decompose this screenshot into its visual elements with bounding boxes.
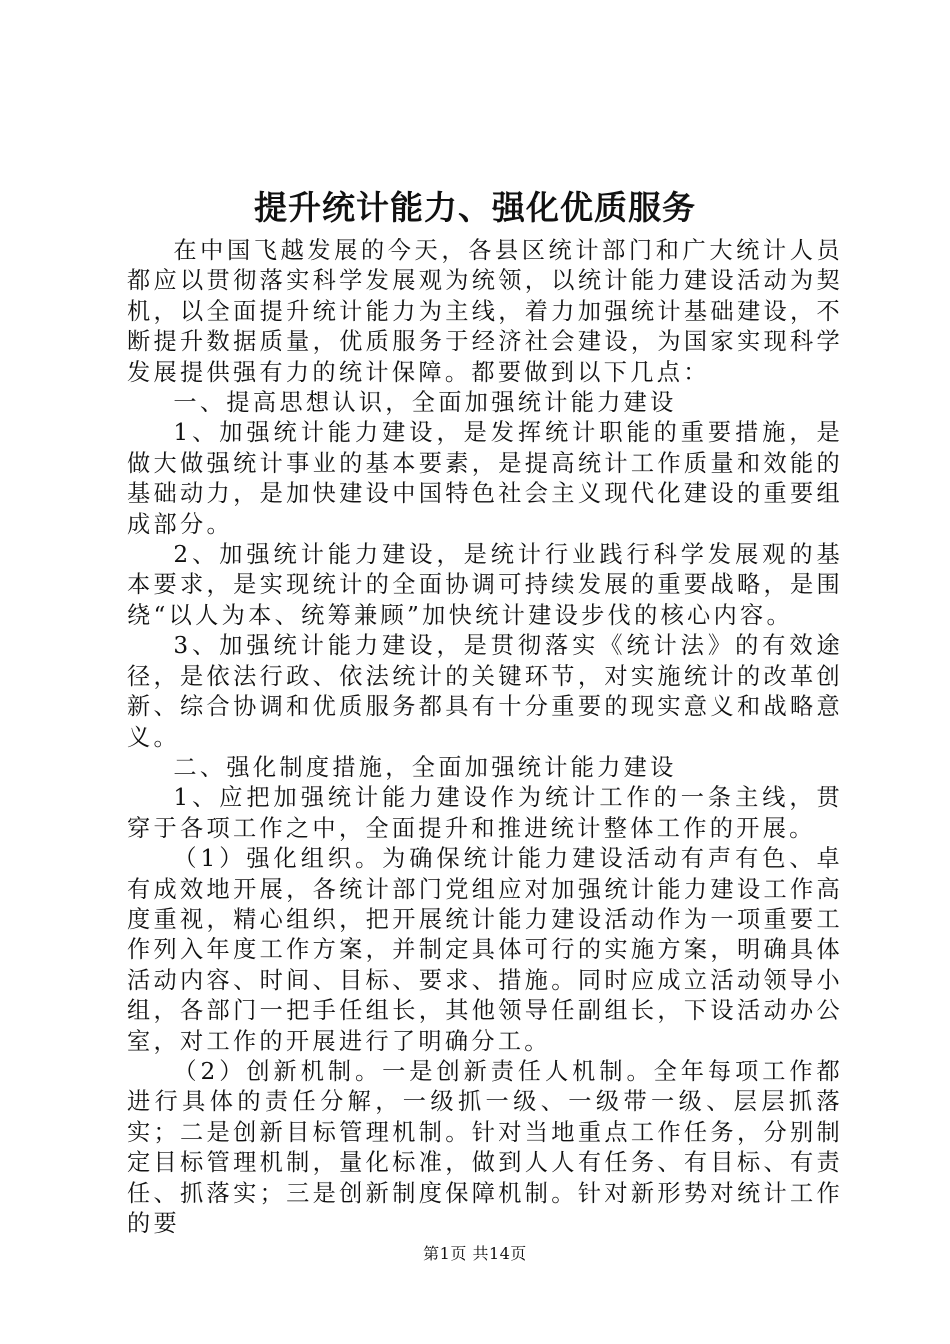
paragraph-1-2: 2、加强统计能力建设，是统计行业践行科学发展观的基本要求，是实现统计的全面协调可持续发展的重要战略，是围绕“以人为本、统筹兼顾”加快统计建设步伐的核心内容。: [127, 541, 843, 629]
paragraph-intro: 在中国飞越发展的今天，各县区统计部门和广大统计人员都应以贯彻落实科学发展观为统领，以统计能力建设活动为契机，以全面提升统计能力为主线，着力加强统计基础建设，不断提升数据质量，优质服务于经济社会建设，为国家实现科学发展提供强有力的统计保障。都要做到以下几点：: [127, 237, 843, 386]
paragraph-2-1-2: （2）创新机制。一是创新责任人机制。全年每项工作都进行具体的责任分解，一级抓一级、一级带一级、层层抓落实；二是创新目标管理机制。针对当地重点工作任务，分别制定目标管理机制，量化标准，做到人人有任务、有目标、有责任、抓落实；三是创新制度保障机制。针对新形势对统计工作的要: [127, 1057, 843, 1237]
page-footer: 第1页 共14页: [423, 1244, 527, 1263]
section-heading-1: 一、提高思想认识，全面加强统计能力建设: [173, 389, 677, 417]
paragraph-1-1: 1、加强统计能力建设，是发挥统计职能的重要措施，是做大做强统计事业的基本要素，是提高统计工作质量和效能的基础动力，是加快建设中国特色社会主义现代化建设的重要组成部分。: [127, 419, 843, 538]
section-heading-2: 二、强化制度措施，全面加强统计能力建设: [173, 753, 677, 781]
paragraph-2-1-1: （1）强化组织。为确保统计能力建设活动有声有色、卓有成效地开展，各统计部门党组应对加强统计能力建设工作高度重视，精心组织，把开展统计能力建设活动作为一项重要工作列入年度工作方案，并制定具体可行的实施方案，明确具体活动内容、时间、目标、要求、措施。同时应成立活动领导小组，各部门一把手任组长，其他领导任副组长，下设活动办公室，对工作的开展进行了明确分工。: [127, 845, 843, 1055]
paragraph-2-1: 1、应把加强统计能力建设作为统计工作的一条主线，贯穿于各项工作之中，全面提升和推进统计整体工作的开展。: [127, 784, 843, 842]
document-title: 提升统计能力、强化优质服务: [254, 188, 696, 227]
paragraph-1-3: 3、加强统计能力建设，是贯彻落实《统计法》的有效途径，是依法行政、依法统计的关键环节，对实施统计的改革创新、综合协调和优质服务都具有十分重要的现实意义和战略意义。: [127, 632, 843, 751]
document-body: [127, 236, 843, 1239]
